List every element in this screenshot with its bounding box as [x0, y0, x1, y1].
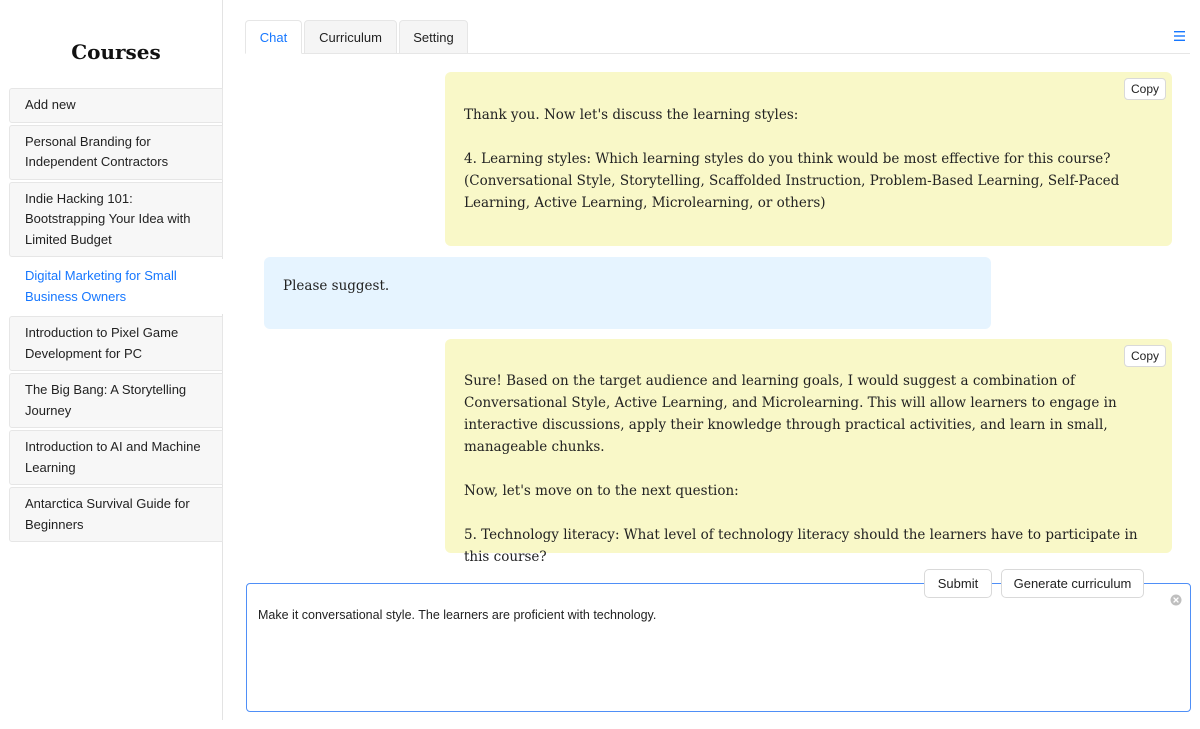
message-text: Thank you. Now let's discuss the learning styles: 4. Learning styles: Which learning styles do you think would be most effective for this course? (Conversational Style, Storytelling, Scaffolded Instruction, Problem-Based Learning, Self-Paced Learning, Active Learning, Microlearning, or others)	[464, 107, 1120, 211]
copy-button[interactable]: Copy	[1124, 78, 1166, 100]
course-list	[9, 88, 223, 544]
tab-setting[interactable]: Setting	[399, 20, 468, 54]
sidebar	[0, 0, 223, 720]
course-item-indie-hacking[interactable]: Indie Hacking 101: Bootstrapping Your Idea with Limited Budget	[9, 182, 223, 258]
sidebar-title: Courses	[71, 40, 161, 64]
message-text: Please suggest.	[283, 278, 390, 294]
tab-chat[interactable]: Chat	[245, 20, 302, 54]
message-input[interactable]	[246, 583, 1191, 712]
generate-curriculum-button[interactable]: Generate curriculum	[1001, 569, 1144, 598]
copy-button[interactable]: Copy	[1124, 345, 1166, 367]
course-item-antarctica-survival[interactable]: Antarctica Survival Guide for Beginners	[9, 487, 223, 542]
assistant-message	[445, 339, 1172, 565]
tab-curriculum[interactable]: Curriculum	[304, 20, 397, 54]
message-text: Sure! Based on the target audience and learning goals, I would suggest a combination of Conversational Style, Active Learning, and Microlearning. This will allow learners to engage in interactive discussions, apply their knowledge through practical activities, and learn in small, manageable chunks. Now, let's move on to the next question: 5. Technology literacy: What level of technology literacy should the learners have to participate in this course?	[464, 373, 1138, 565]
course-item-pixel-game-development[interactable]: Introduction to Pixel Game Development for PC	[9, 316, 223, 371]
add-new-course-button[interactable]: Add new	[9, 88, 223, 123]
submit-button[interactable]: Submit	[924, 569, 992, 598]
course-item-personal-branding[interactable]: Personal Branding for Independent Contractors	[9, 125, 223, 180]
user-message	[264, 257, 991, 329]
course-item-digital-marketing[interactable]: Digital Marketing for Small Business Owners	[9, 259, 223, 314]
tab-bar	[245, 20, 1190, 54]
assistant-message	[445, 72, 1172, 246]
course-item-ai-machine-learning[interactable]: Introduction to AI and Machine Learning	[9, 430, 223, 485]
message-input-text: Make it conversational style. The learners are proficient with technology.	[258, 608, 657, 622]
clear-icon[interactable]	[1170, 593, 1182, 605]
hamburger-menu-icon[interactable]	[1168, 25, 1190, 47]
course-item-big-bang[interactable]: The Big Bang: A Storytelling Journey	[9, 373, 223, 428]
